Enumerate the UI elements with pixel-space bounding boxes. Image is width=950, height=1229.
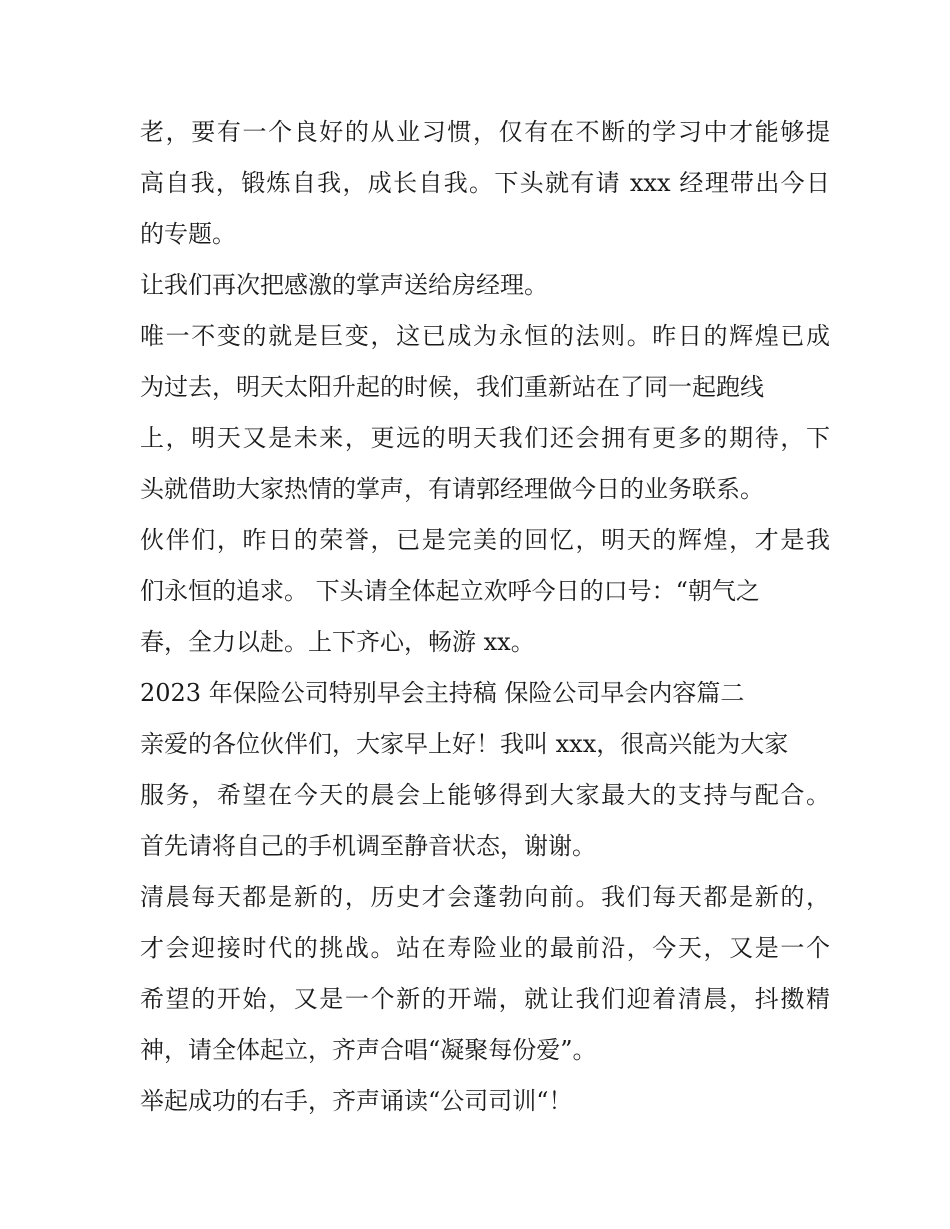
text-line: 头就借助大家热情的掌声，有请郭经理做今日的业务联系。: [140, 475, 764, 503]
text-line: 希望的开始，又是一个新的开端，就让我们迎着清晨，抖擞精: [140, 985, 830, 1013]
text-line: 伙伴们，昨日的荣誉，已是完美的回忆，明天的辉煌，才是我: [140, 526, 830, 554]
text-line: 上，明天又是未来，更远的明天我们还会拥有更多的期待，下: [140, 424, 830, 452]
text-line: 们永恒的追求。 下头请全体起立欢呼今日的口号：“朝气之: [140, 577, 760, 605]
text-line: 春，全力以赴。上下齐心，畅游 xx。: [140, 628, 535, 656]
text-line: 的专题。: [140, 220, 236, 248]
text-line: 清晨每天都是新的，历史才会蓬勃向前。我们每天都是新的，: [140, 883, 830, 911]
document-body: [140, 107, 830, 1127]
text-line: 唯一不变的就是巨变，这已成为永恒的法则。昨日的辉煌已成: [140, 322, 830, 350]
text-line: 神，请全体起立，齐声合唱“凝聚每份爱”。: [140, 1036, 597, 1064]
text-line: 让我们再次把感激的掌声送给房经理。: [140, 271, 548, 299]
text-line: 为过去，明天太阳升起的时候，我们重新站在了同一起跑线: [140, 373, 764, 401]
section-heading: 2023 年保险公司特别早会主持稿 保险公司早会内容篇二: [140, 679, 745, 707]
text-line: 举起成功的右手，齐声诵读“公司司训“！: [140, 1087, 573, 1115]
text-line: 老，要有一个良好的从业习惯，仅有在不断的学习中才能够提: [140, 118, 830, 146]
text-line: 服务，希望在今天的晨会上能够得到大家最大的支持与配合。: [140, 781, 830, 809]
text-line: 首先请将自己的手机调至静音状态，谢谢。: [140, 832, 596, 860]
text-line: 才会迎接时代的挑战。站在寿险业的最前沿，今天，又是一个: [140, 934, 830, 962]
text-line: 高自我，锻炼自我，成长自我。下头就有请 xxx 经理带出今日: [140, 169, 830, 197]
text-line: 亲爱的各位伙伴们，大家早上好！我叫 xxx，很高兴能为大家: [140, 730, 789, 758]
